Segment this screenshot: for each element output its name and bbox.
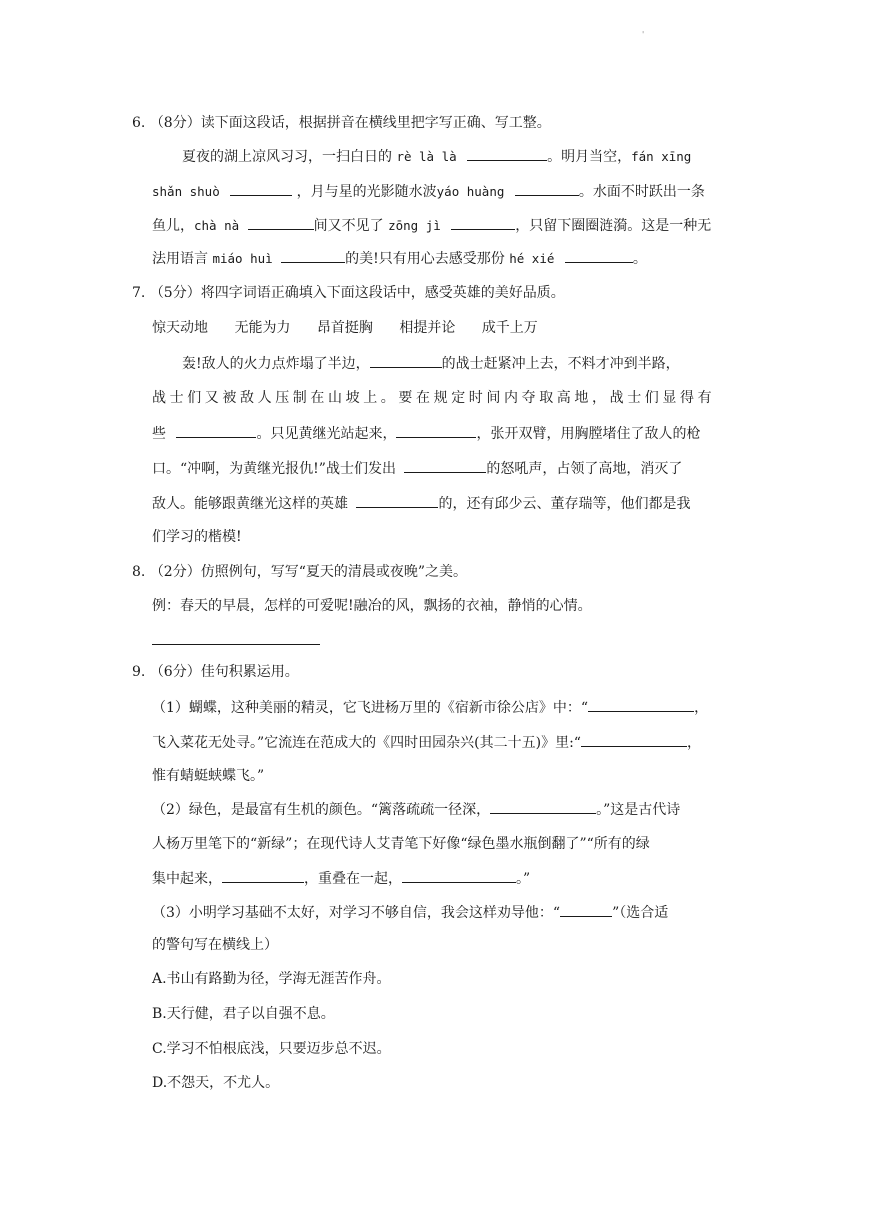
option-label: C.学习不怕根底浅，只要迈步总不迟。 (152, 1041, 391, 1057)
q7-header (132, 283, 565, 303)
q7-line-2 (152, 388, 736, 408)
q9-option-d[interactable] (152, 1073, 279, 1093)
q9-text: 惟有蜻蜓蛱蝶飞。” (152, 768, 265, 784)
q9-blank-2[interactable] (581, 732, 687, 747)
page-mark: ' (642, 30, 645, 39)
q9-instruction: 佳句积累运用。 (200, 664, 299, 680)
q6-line-1 (182, 146, 691, 167)
q7-text: 们学习的楷模! (152, 529, 242, 545)
q6-text: ，只留下圈圈涟漪。这是一种无 (515, 218, 712, 234)
q6-text: 。水面不时跃出一条 (578, 184, 705, 200)
q9-header (132, 662, 299, 682)
q6-text: 。 (632, 251, 647, 267)
q9-text: ，重叠在一起， (304, 871, 402, 887)
q6-pinyin-2b: shǎn shuò (152, 184, 220, 199)
q9-text: 飞入菜花无处寻。”它流连在范成大的《四时田园杂兴(其二十五)》里:“ (152, 735, 581, 751)
q6-text: ，月与星的光影随水波 (296, 184, 437, 200)
q7-text: 口。“冲啊，为黄继光报仇!”战士们发出 (152, 461, 396, 477)
q8-example (152, 596, 592, 616)
q6-instruction: 读下面这段话，根据拼音在横线里把字写正确、写工整。 (200, 115, 551, 131)
q9-number: 9. (132, 664, 146, 680)
q6-score: （8分） (149, 115, 201, 131)
q9-blank-5[interactable] (402, 868, 516, 883)
q7-line-4 (152, 458, 682, 479)
q6-text: 间又不见了 (313, 218, 384, 234)
q6-text: 鱼儿， (152, 218, 194, 234)
q7-line-5 (152, 493, 690, 514)
q7-word-bank (152, 318, 538, 338)
q7-number: 7. (132, 285, 146, 301)
q9-part2-line1 (152, 799, 680, 820)
q6-blank-4[interactable] (248, 215, 314, 230)
q7-line-1 (182, 353, 680, 374)
q8-number: 8. (132, 564, 146, 580)
q6-text: 。明月当空， (547, 149, 632, 165)
q7-text: 的，还有邱少云、董存瑞等，他们都是我 (438, 496, 691, 512)
q9-part1-line2 (152, 732, 701, 753)
q9-text: 集中起来， (152, 871, 222, 887)
q6-line-2 (152, 181, 705, 202)
q9-text: 。”这是古代诗 (596, 802, 681, 818)
q7-line-3 (152, 423, 700, 444)
q8-answer-line[interactable] (152, 644, 320, 645)
q7-word: 成千上万 (481, 320, 538, 336)
q9-blank-3[interactable] (490, 799, 596, 814)
q8-score: （2分） (149, 564, 201, 580)
q7-text: 。只见黄继光站起来， (256, 426, 397, 442)
q7-instruction: 将四字词语正确填入下面这段话中，感受英雄的美好品质。 (200, 285, 565, 301)
q6-blank-2[interactable] (230, 181, 292, 196)
q7-word: 昂首挺胸 (316, 320, 373, 336)
q9-blank-4[interactable] (222, 868, 304, 883)
q7-text: 敌人。能够跟黄继光这样的英雄 (152, 496, 348, 512)
q6-text: 夏夜的湖上凉风习习，一扫白日的 (182, 149, 392, 165)
option-label: B.天行健，君子以自强不息。 (152, 1006, 335, 1022)
q7-blank-5[interactable] (356, 493, 438, 508)
q6-line-4 (152, 248, 647, 269)
q9-text: 的警句写在横线上） (152, 937, 278, 953)
q9-text: ， (694, 700, 709, 716)
q6-line-3 (152, 215, 711, 236)
q9-option-b[interactable] (152, 1004, 335, 1024)
q9-text: ”（选合适 (612, 905, 669, 921)
q9-option-c[interactable] (152, 1039, 391, 1059)
q6-blank-3[interactable] (515, 181, 579, 196)
q8-header (132, 562, 467, 582)
option-label: A.书山有路勤为径，学海无涯苦作舟。 (152, 971, 391, 987)
q7-text: 些 (152, 426, 166, 442)
q7-text: 的战士赶紧冲上去，不料才冲到半路， (441, 356, 680, 372)
q9-part3-line1 (152, 902, 668, 923)
q9-part3-line2 (152, 935, 278, 955)
q6-blank-1[interactable] (467, 146, 547, 161)
q7-text: 的怒吼声，占领了高地，消灭了 (486, 461, 683, 477)
q7-word: 无能为力 (234, 320, 291, 336)
q6-text: 法用语言 (152, 251, 208, 267)
q6-blank-6[interactable] (281, 248, 345, 263)
q9-text: 。” (516, 871, 531, 887)
q9-score: （6分） (149, 664, 201, 680)
q7-blank-4[interactable] (404, 458, 486, 473)
q9-blank-6[interactable] (560, 902, 612, 917)
q9-text: （1）蝴蝶，这种美丽的精灵，它飞进杨万里的《宿新市徐公店》中：“ (152, 700, 589, 716)
q7-blank-3[interactable] (396, 423, 476, 438)
q7-text: ，张开双臂，用胸膛堵住了敌人的枪 (476, 426, 701, 442)
q7-text: 战士们又被敌人压制在山坡上。要在规定时间内夺取高地，战士们显得有 (152, 390, 716, 406)
q6-pinyin-7: hé xié (509, 251, 555, 266)
q6-header (132, 113, 551, 133)
q9-text: （2）绿色，是最富有生机的颜色。“篱落疏疏一径深， (152, 802, 491, 818)
q9-part1-line3 (152, 766, 264, 786)
q7-blank-2[interactable] (176, 423, 256, 438)
q6-pinyin-3: yáo huàng (436, 184, 505, 199)
q7-blank-1[interactable] (370, 353, 442, 368)
q6-pinyin-2a: fán xīng (631, 149, 692, 164)
q7-word: 相提并论 (399, 320, 456, 336)
q9-part1-line1 (152, 697, 708, 718)
q6-pinyin-1: rè là là (396, 149, 457, 164)
q9-part2-line2 (152, 834, 650, 854)
q9-text: （3）小明学习基础不太好，对学习不够自信，我会这样劝导他：“ (152, 905, 561, 921)
q6-blank-7[interactable] (565, 248, 633, 263)
q6-pinyin-6: miáo huì (212, 251, 273, 266)
q6-number: 6. (132, 115, 146, 131)
q8-example-text: 例：春天的早晨，怎样的可爱呢!融冶的风，飘扬的衣袖，静悄的心情。 (152, 598, 592, 614)
q7-word: 惊天动地 (152, 320, 208, 336)
q9-part2-line3 (152, 868, 530, 889)
q7-line-6 (152, 527, 242, 547)
q6-pinyin-4: chà nà (194, 218, 240, 233)
q6-text: 的美!只有用心去感受那份 (345, 251, 505, 267)
q9-blank-1[interactable] (588, 697, 694, 712)
q9-text: ， (686, 735, 701, 751)
q7-text: 轰!敌人的火力点炸塌了半边， (182, 356, 370, 372)
q7-score: （5分） (149, 285, 201, 301)
q6-pinyin-5: zōng jì (388, 218, 441, 233)
q9-option-a[interactable] (152, 969, 391, 989)
q8-instruction: 仿照例句，写写“夏天的清晨或夜晚”之美。 (200, 564, 468, 580)
option-label: D.不怨天，不尤人。 (152, 1075, 280, 1091)
q6-blank-5[interactable] (451, 215, 515, 230)
q9-text: 人杨万里笔下的“新绿”；在现代诗人艾青笔下好像“绿色墨水瓶倒翻了”“所有的绿 (152, 836, 650, 852)
